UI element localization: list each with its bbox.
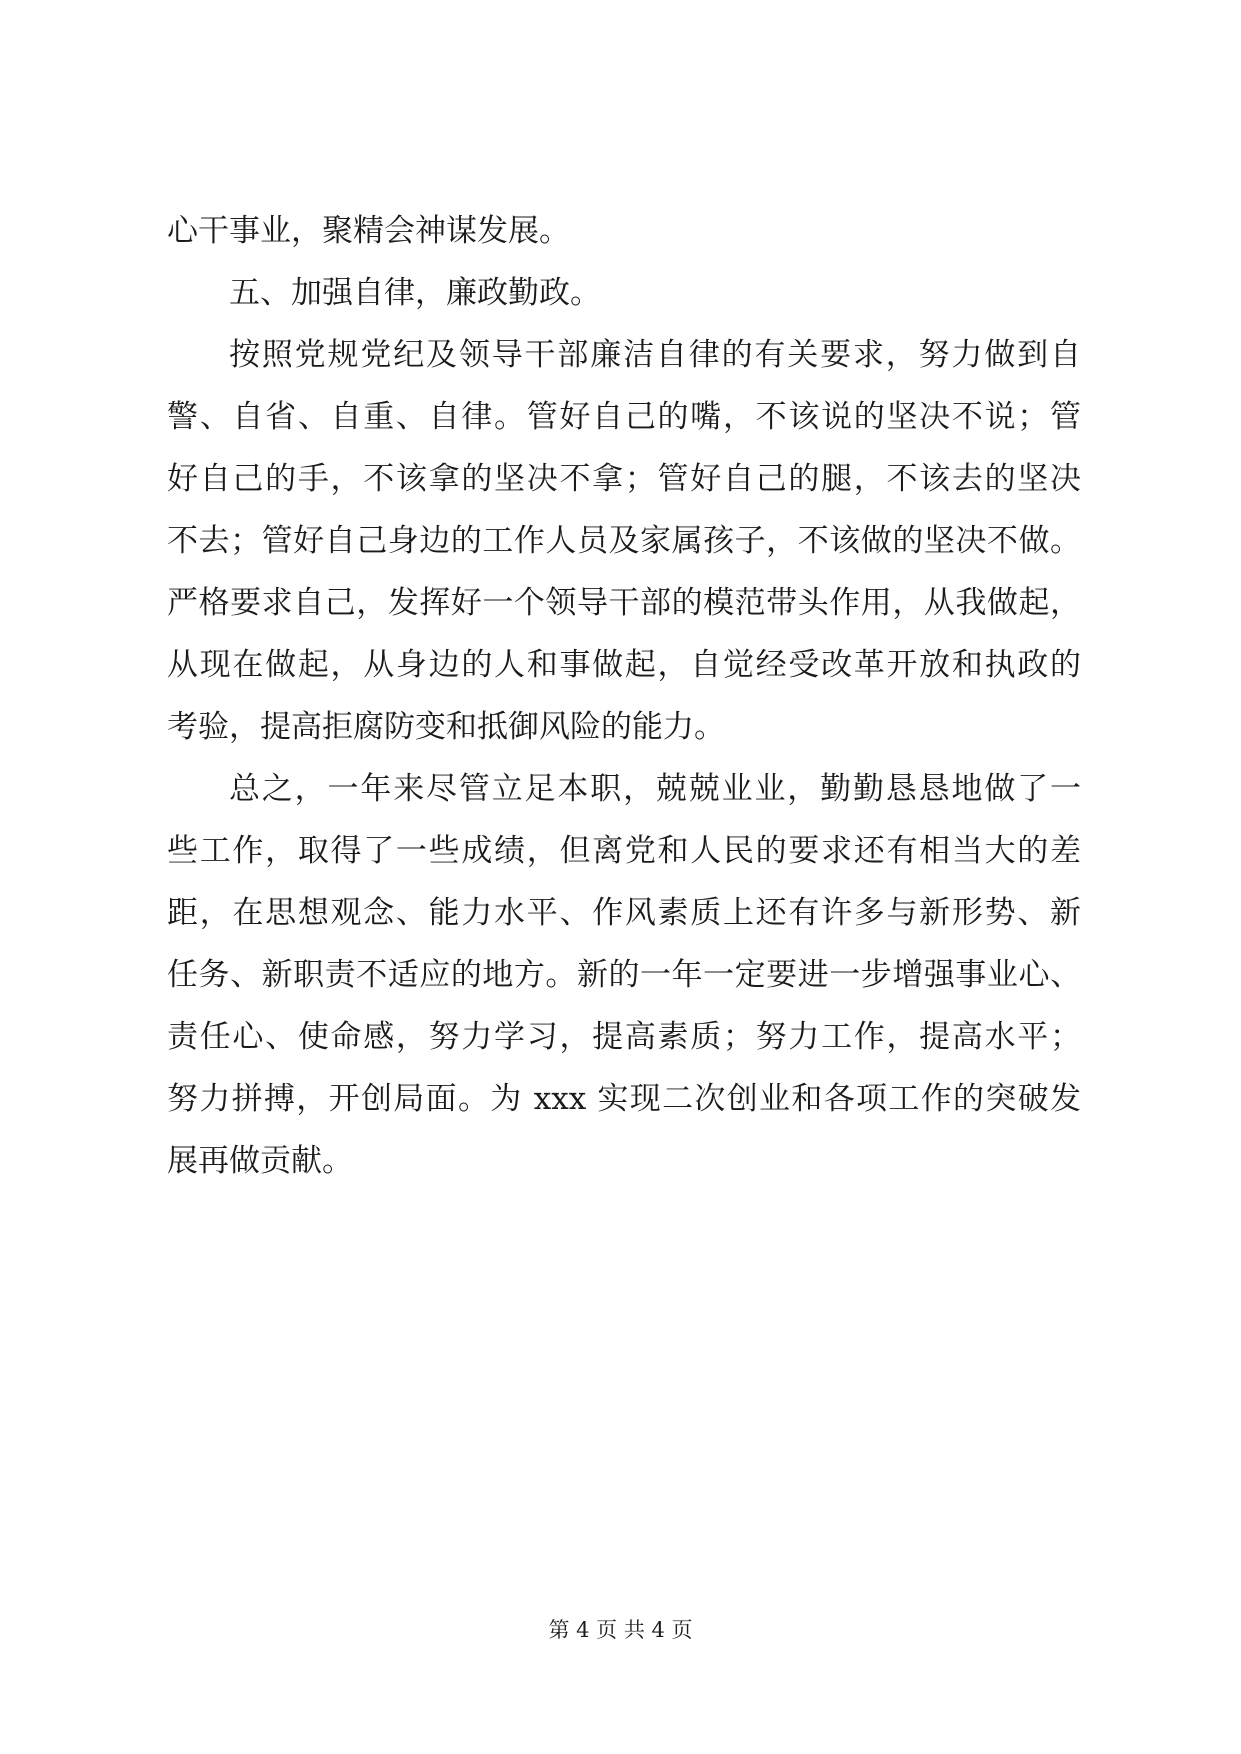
paragraph-line: 总之，一年来尽管立足本职，兢兢业业，勤勤恳恳地做了一 [229,771,1081,807]
paragraph-line: 努力拼搏，开创局面。为 xxx 实现二次创业和各项工作的突破发 [167,1081,1081,1117]
paragraph-line: 考验，提高拒腐防变和抵御风险的能力。 [167,709,725,745]
paragraph-line: 距，在思想观念、能力水平、作风素质上还有许多与新形势、新 [167,895,1081,931]
paragraph-line: 好自己的手，不该拿的坚决不拿；管好自己的腿，不该去的坚决 [167,461,1081,497]
paragraph-line: 展再做贡献。 [167,1143,353,1179]
page-number-footer: 第 4 页 共 4 页 [548,1618,693,1642]
paragraph-line: 警、自省、自重、自律。管好自己的嘴，不该说的坚决不说；管 [167,399,1081,435]
paragraph-line: 严格要求自己，发挥好一个领导干部的模范带头作用，从我做起， [167,585,1081,621]
paragraph-line: 心干事业，聚精会神谋发展。 [167,213,570,249]
paragraph-line: 按照党规党纪及领导干部廉洁自律的有关要求，努力做到自 [229,337,1081,373]
section-heading: 五、加强自律，廉政勤政。 [229,275,601,311]
paragraph-line: 不去；管好自己身边的工作人员及家属孩子，不该做的坚决不做。 [167,523,1081,559]
paragraph-line: 责任心、使命感，努力学习，提高素质；努力工作，提高水平； [167,1019,1081,1055]
paragraph-line: 些工作，取得了一些成绩，但离党和人民的要求还有相当大的差 [167,833,1081,869]
paragraph-line: 任务、新职责不适应的地方。新的一年一定要进一步增强事业心、 [167,957,1081,993]
document-body [167,200,1081,1192]
paragraph-line: 从现在做起，从身边的人和事做起，自觉经受改革开放和执政的 [167,647,1081,683]
